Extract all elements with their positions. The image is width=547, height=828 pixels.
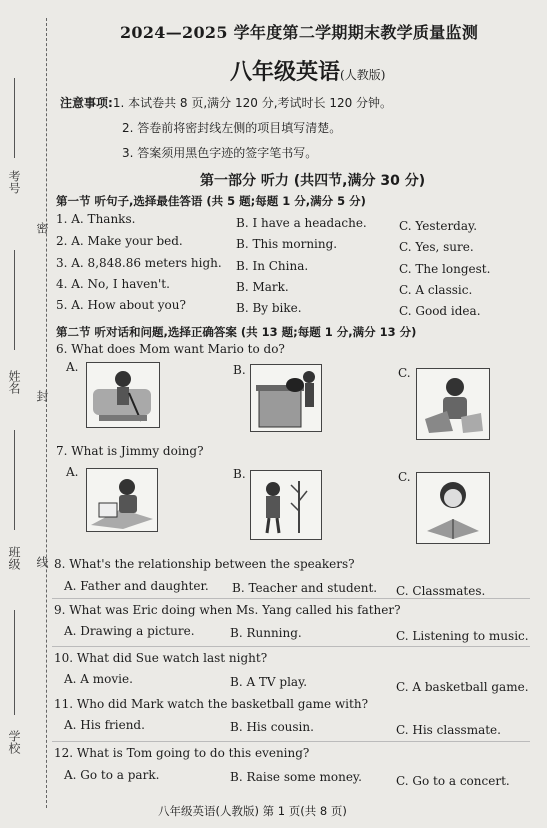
q7-picture-b[interactable]: [250, 470, 322, 540]
binding-label-class: 班级: [7, 546, 21, 570]
exam-title-block: [230, 55, 385, 86]
q5-option-b[interactable]: B. By bike.: [236, 301, 302, 315]
divider: [52, 741, 530, 742]
binding-line: [46, 18, 47, 808]
boy-planting-tree-icon: [251, 471, 321, 539]
exam-title-sub: (人教版): [340, 68, 386, 82]
q8-option-b[interactable]: B. Teacher and student.: [232, 581, 378, 595]
q5-option-a[interactable]: 5. A. How about you?: [56, 298, 186, 312]
divider: [52, 598, 530, 599]
boy-folding-clothes-icon: [417, 369, 489, 439]
binding-label-school: 学校: [7, 730, 21, 754]
q10-text: 10. What did Sue watch last night?: [54, 651, 268, 665]
q11-option-c[interactable]: C. His classmate.: [396, 723, 501, 737]
q7-option-b[interactable]: B.: [233, 467, 246, 481]
q11-option-b[interactable]: B. His cousin.: [230, 720, 314, 734]
divider: [52, 646, 530, 647]
exam-title-main: 八年级英语: [230, 60, 341, 85]
q4-option-b[interactable]: B. Mark.: [236, 280, 289, 294]
notice-item-3: 3. 答案须用黑色字迹的签字笔书写。: [122, 146, 318, 160]
binding-label-mi: 密: [35, 222, 49, 234]
trash-bin-icon: [251, 365, 321, 431]
q8-option-c[interactable]: C. Classmates.: [396, 584, 486, 598]
exam-title-top: 2024—2025 学年度第二学期期末教学质量监测: [120, 23, 479, 42]
q7-option-c[interactable]: C.: [398, 470, 411, 484]
section1-title: 第一节 听句子,选择最佳答语 (共 5 题;每题 1 分,满分 5 分): [56, 194, 366, 208]
q6-option-a[interactable]: A.: [66, 360, 79, 374]
q1-option-a[interactable]: 1. A. Thanks.: [56, 212, 136, 226]
q6-option-b[interactable]: B.: [233, 363, 246, 377]
boy-reading-icon: [417, 473, 489, 543]
name-blank: [14, 250, 15, 350]
q12-option-b[interactable]: B. Raise some money.: [230, 770, 362, 784]
boy-cleaning-icon: [87, 363, 159, 427]
q12-text: 12. What is Tom going to do this evening?: [54, 746, 310, 760]
q5-option-c[interactable]: C. Good idea.: [399, 304, 481, 318]
q11-text: 11. Who did Mark watch the basketball game with?: [54, 697, 368, 711]
exam-number-blank: [14, 78, 15, 158]
notice-item-1: 1. 本试卷共 8 页,满分 120 分,考试时长 120 分钟。: [112, 96, 393, 110]
q1-option-c[interactable]: C. Yesterday.: [399, 219, 478, 233]
q3-option-a[interactable]: 3. A. 8,848.86 meters high.: [56, 256, 222, 270]
q6-option-c[interactable]: C.: [398, 366, 411, 380]
q6-picture-b[interactable]: [250, 364, 322, 432]
binding-label-name: 姓名: [7, 370, 21, 394]
q11-option-a[interactable]: A. His friend.: [64, 718, 145, 732]
class-blank: [14, 430, 15, 530]
page-footer: 八年级英语(人教版) 第 1 页(共 8 页): [158, 804, 347, 818]
q10-option-b[interactable]: B. A TV play.: [230, 675, 308, 689]
notice-item-2: 2. 答卷前将密封线左侧的项目填写清楚。: [122, 121, 342, 135]
q6-picture-c[interactable]: [416, 368, 490, 440]
q6-picture-a[interactable]: [86, 362, 160, 428]
q8-text: 8. What's the relationship between the speakers?: [54, 557, 355, 571]
q8-option-a[interactable]: A. Father and daughter.: [64, 579, 209, 593]
notice-label: 注意事项:: [60, 96, 113, 110]
binding-label-exam-number: 考号: [7, 170, 21, 194]
q12-option-a[interactable]: A. Go to a park.: [64, 768, 160, 782]
q10-option-c[interactable]: C. A basketball game.: [396, 680, 529, 694]
q9-text: 9. What was Eric doing when Ms. Yang called his father?: [54, 603, 401, 617]
q1-option-b[interactable]: B. I have a headache.: [236, 216, 367, 230]
binding-label-xian: 线: [35, 556, 49, 568]
q4-option-a[interactable]: 4. A. No, I haven't.: [56, 277, 170, 291]
q7-picture-c[interactable]: [416, 472, 490, 544]
q7-text: 7. What is Jimmy doing?: [56, 444, 204, 458]
q9-option-a[interactable]: A. Drawing a picture.: [64, 624, 195, 638]
q2-option-c[interactable]: C. Yes, sure.: [399, 240, 474, 254]
q9-option-c[interactable]: C. Listening to music.: [396, 629, 529, 643]
section2-title: 第二节 听对话和问题,选择正确答案 (共 13 题;每题 1 分,满分 13 分): [56, 325, 417, 339]
q3-option-b[interactable]: B. In China.: [236, 259, 309, 273]
q6-text: 6. What does Mom want Mario to do?: [56, 342, 285, 356]
q2-option-a[interactable]: 2. A. Make your bed.: [56, 234, 183, 248]
binding-label-feng: 封: [35, 390, 49, 402]
q3-option-c[interactable]: C. The longest.: [399, 262, 491, 276]
q7-picture-a[interactable]: [86, 468, 158, 532]
q9-option-b[interactable]: B. Running.: [230, 626, 302, 640]
q12-option-c[interactable]: C. Go to a concert.: [396, 774, 510, 788]
q2-option-b[interactable]: B. This morning.: [236, 237, 338, 251]
q7-option-a[interactable]: A.: [66, 465, 79, 479]
q4-option-c[interactable]: C. A classic.: [399, 283, 473, 297]
q10-option-a[interactable]: A. A movie.: [64, 672, 133, 686]
part1-title: 第一部分 听力 (共四节,满分 30 分): [200, 173, 426, 189]
notice-line-1: [60, 94, 392, 111]
boy-drawing-icon: [87, 469, 157, 531]
school-blank: [14, 610, 15, 715]
